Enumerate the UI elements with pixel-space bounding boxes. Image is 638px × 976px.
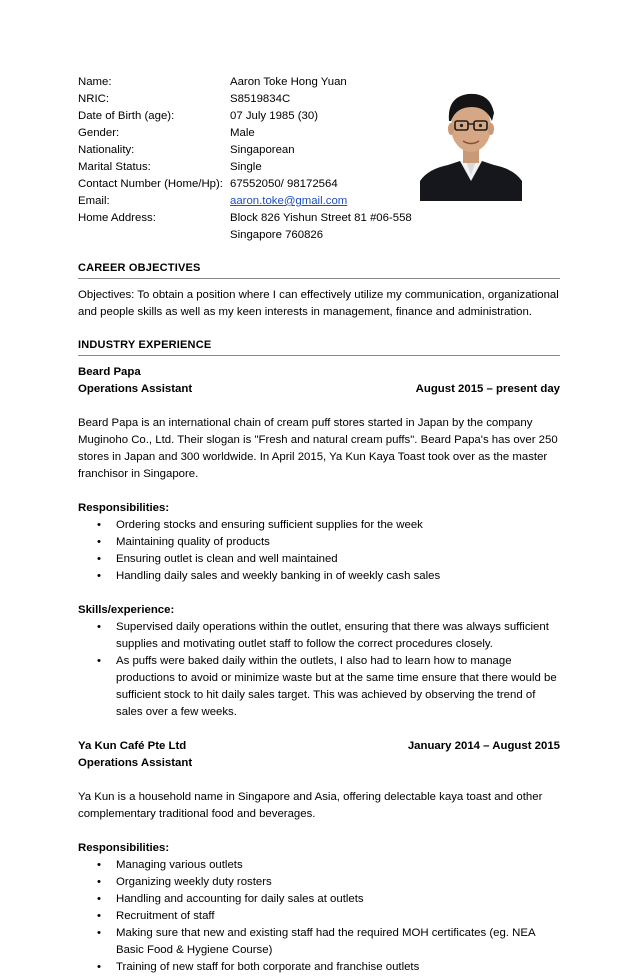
list-item: • Training of new staff for both corporate and franchise outlets (78, 959, 560, 976)
job-role: Operations Assistant (78, 757, 193, 769)
job-ya-kun (78, 738, 560, 976)
info-label: Nationality: (78, 144, 135, 156)
bullet-icon: • (97, 859, 101, 871)
info-value: Singaporean (230, 144, 295, 156)
list-item: • Supervised daily operations within the outlet, ensuring that there was always sufficient supplies and motivating outlet staff to follow the correct procedures closely. (97, 621, 549, 650)
info-label: Contact Number (Home/Hp): (78, 178, 223, 190)
info-row (78, 210, 438, 227)
responsibilities-list (78, 857, 560, 976)
responsibilities-heading: Responsibilities: (78, 842, 170, 854)
bullet-icon: • (97, 893, 101, 905)
bullet-icon: • (97, 927, 101, 939)
info-label: Marital Status: (78, 161, 151, 173)
info-label: NRIC: (78, 93, 110, 105)
skills-heading: Skills/experience: (78, 604, 175, 616)
info-label (78, 227, 230, 244)
info-value: Single (230, 161, 262, 173)
job-dates: August 2015 – present day (415, 383, 560, 395)
skills-list (78, 619, 560, 721)
info-value: Block 826 Yishun Street 81 #06-558 (230, 212, 412, 224)
info-row (78, 74, 438, 91)
info-row (78, 176, 438, 193)
bullet-icon: • (97, 570, 101, 582)
list-item: • Managing various outlets (78, 857, 560, 874)
info-value: 67552050/ 98172564 (230, 178, 338, 190)
bullet-icon: • (97, 519, 101, 531)
list-item: • Maintaining quality of products (78, 534, 560, 551)
career-objectives-text: Objectives: To obtain a position where I can effectively utilize my communication, organizational and people skills as well as my keen interests in management, finance and administration. (78, 289, 559, 318)
list-item: • Ensuring outlet is clean and well maintained (78, 551, 560, 568)
info-value: Male (230, 127, 255, 139)
responsibilities-list (78, 517, 560, 585)
list-item: • Making sure that new and existing staff had the required MOH certificates (eg. NEA Basic Food & Hygiene Course) (97, 927, 535, 956)
job-beard-papa (78, 364, 560, 721)
responsibilities-heading: Responsibilities: (78, 502, 170, 514)
bullet-icon: • (97, 910, 101, 922)
info-value: Singapore 760826 (230, 229, 324, 241)
bullet-icon: • (97, 655, 101, 667)
info-row (78, 159, 438, 176)
info-value: Aaron Toke Hong Yuan (230, 76, 347, 88)
bullet-icon: • (97, 876, 101, 888)
info-row (78, 91, 438, 108)
bullet-icon: • (97, 961, 101, 973)
info-label: Date of Birth (age): (78, 110, 175, 122)
list-item: • Handling and accounting for daily sales at outlets (78, 891, 560, 908)
info-label: Gender: (78, 127, 120, 139)
job-header (78, 738, 560, 755)
info-value: 07 July 1985 (30) (230, 110, 319, 122)
company-description: Beard Papa is an international chain of cream puff stores started in Japan by the company Muginoho Co., Ltd. Their slogan is "Fresh and natural cream puffs". Beard Papa's has over 250 stores in Japan and 300 worldwide. In April 2015, Ya Kun Kaya Toast took over as the master franchisor in Singapore. (78, 417, 558, 480)
list-item: • Handling daily sales and weekly banking in of weekly cash sales (78, 568, 560, 585)
bullet-icon: • (97, 621, 101, 633)
info-row (78, 193, 438, 210)
info-label: Home Address: (78, 212, 156, 224)
email-link[interactable]: aaron.toke@gmail.com (230, 195, 348, 207)
job-dates: January 2014 – August 2015 (407, 740, 560, 752)
info-row (78, 142, 438, 159)
personal-info (78, 74, 438, 244)
job-role: Operations Assistant (78, 383, 193, 395)
resume-page (78, 74, 560, 976)
info-label: Name: (78, 76, 112, 88)
job-header (78, 381, 560, 398)
info-row (78, 227, 438, 244)
company-description: Ya Kun is a household name in Singapore and Asia, offering delectable kaya toast and other complementary traditional food and beverages. (78, 791, 543, 820)
list-item: • Organizing weekly duty rosters (78, 874, 560, 891)
list-item: • Ordering stocks and ensuring sufficient supplies for the week (78, 517, 560, 534)
bullet-icon: • (97, 553, 101, 565)
career-objectives-heading: CAREER OBJECTIVES (78, 260, 560, 279)
info-label: Email: (78, 195, 110, 207)
company-name: Beard Papa (78, 366, 141, 378)
industry-experience-heading: INDUSTRY EXPERIENCE (78, 337, 560, 356)
info-value: S8519834C (230, 93, 291, 105)
info-row (78, 125, 438, 142)
list-item: • As puffs were baked daily within the outlets, I also had to learn how to manage productions to avoid or minimize waste but at the same time ensure that there would be sufficient stock to hit daily sales target. This was achieved by observing the trend of sales over a few weeks. (97, 655, 557, 718)
list-item: • Recruitment of staff (78, 908, 560, 925)
company-name: Ya Kun Café Pte Ltd (78, 740, 187, 752)
info-row (78, 108, 438, 125)
bullet-icon: • (97, 536, 101, 548)
